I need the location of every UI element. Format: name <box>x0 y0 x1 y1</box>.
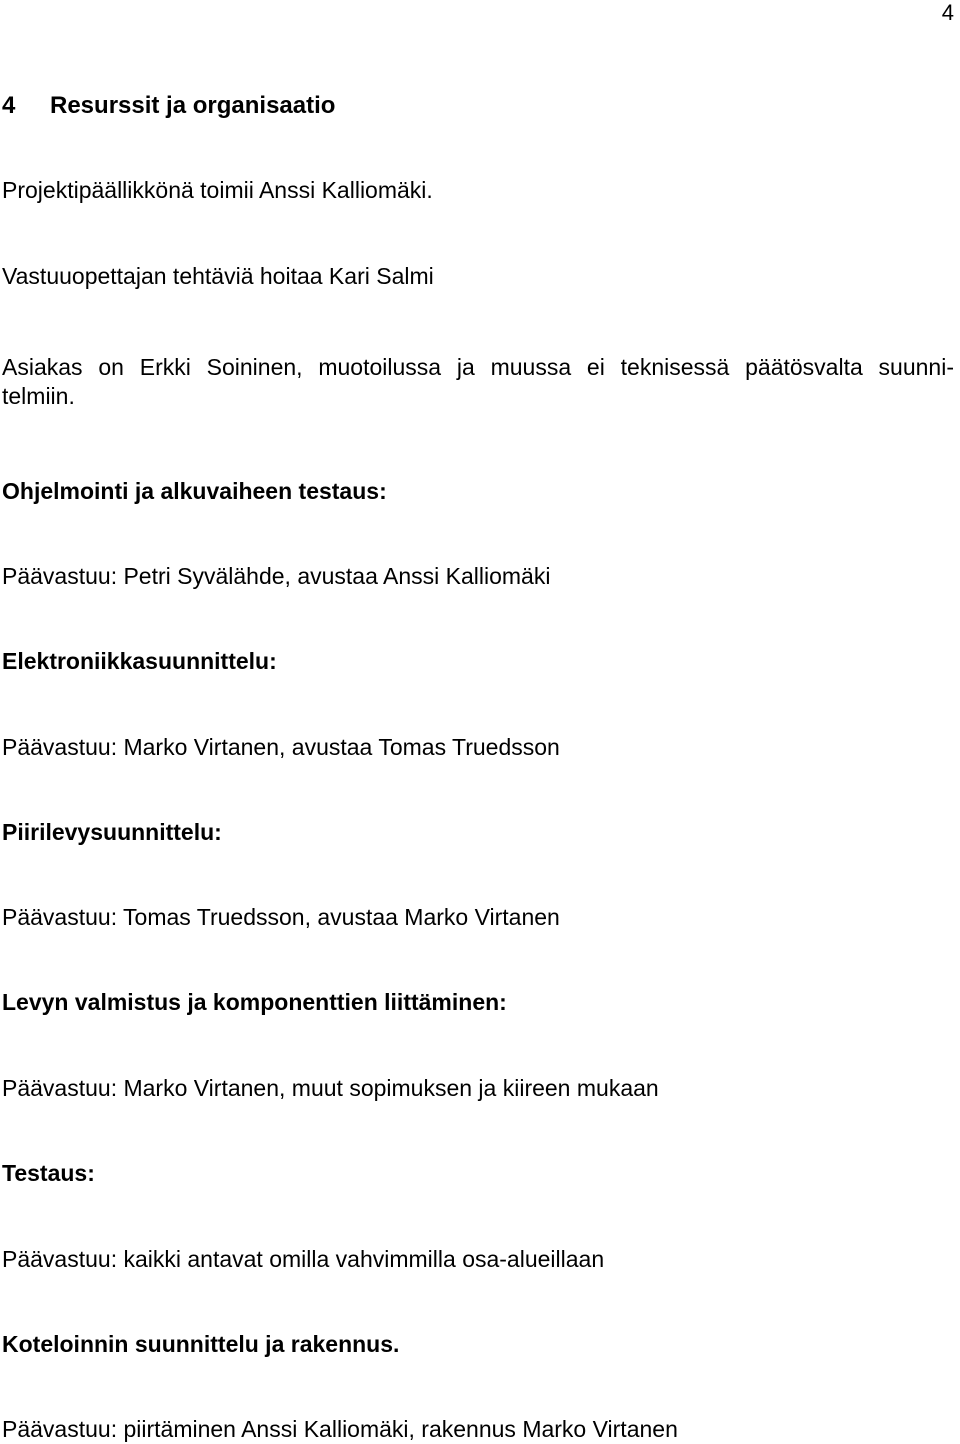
paragraph-project-manager: Projektipäällikkönä toimii Anssi Kalliomäki. <box>2 177 433 203</box>
role-title: Koteloinnin suunnittelu ja rakennus. <box>2 1331 400 1357</box>
role-title: Levyn valmistus ja komponenttien liittäminen: <box>2 989 507 1015</box>
section-title: Resurssit ja organisaatio <box>50 92 336 119</box>
paragraph-client-line-2: telmiin. <box>2 383 75 409</box>
role-detail: Päävastuu: piirtäminen Anssi Kalliomäki, rakennus Marko Virtanen <box>2 1416 678 1442</box>
role-detail: Päävastuu: Marko Virtanen, muut sopimuksen ja kiireen mukaan <box>2 1075 659 1101</box>
role-detail: Päävastuu: Marko Virtanen, avustaa Tomas Truedsson <box>2 734 560 760</box>
page-number: 4 <box>941 0 954 25</box>
role-detail: Päävastuu: Tomas Truedsson, avustaa Marko Virtanen <box>2 904 560 930</box>
role-title: Ohjelmointi ja alkuvaiheen testaus: <box>2 478 387 504</box>
paragraph-client-line-1: Asiakas on Erkki Soininen, muotoilussa ja muussa ei teknisessä päätösvalta suunni- <box>2 354 954 380</box>
paragraph-responsible-teacher: Vastuuopettajan tehtäviä hoitaa Kari Salmi <box>2 263 434 289</box>
paragraph-client <box>2 346 954 417</box>
section-number: 4 <box>2 92 16 119</box>
role-title: Piirilevysuunnittelu: <box>2 819 222 845</box>
section-heading <box>2 91 335 121</box>
role-title: Testaus: <box>2 1160 95 1186</box>
role-detail: Päävastuu: kaikki antavat omilla vahvimmilla osa-alueillaan <box>2 1246 605 1272</box>
role-title: Elektroniikkasuunnittelu: <box>2 648 277 674</box>
role-detail: Päävastuu: Petri Syvälähde, avustaa Anssi Kalliomäki <box>2 563 551 589</box>
